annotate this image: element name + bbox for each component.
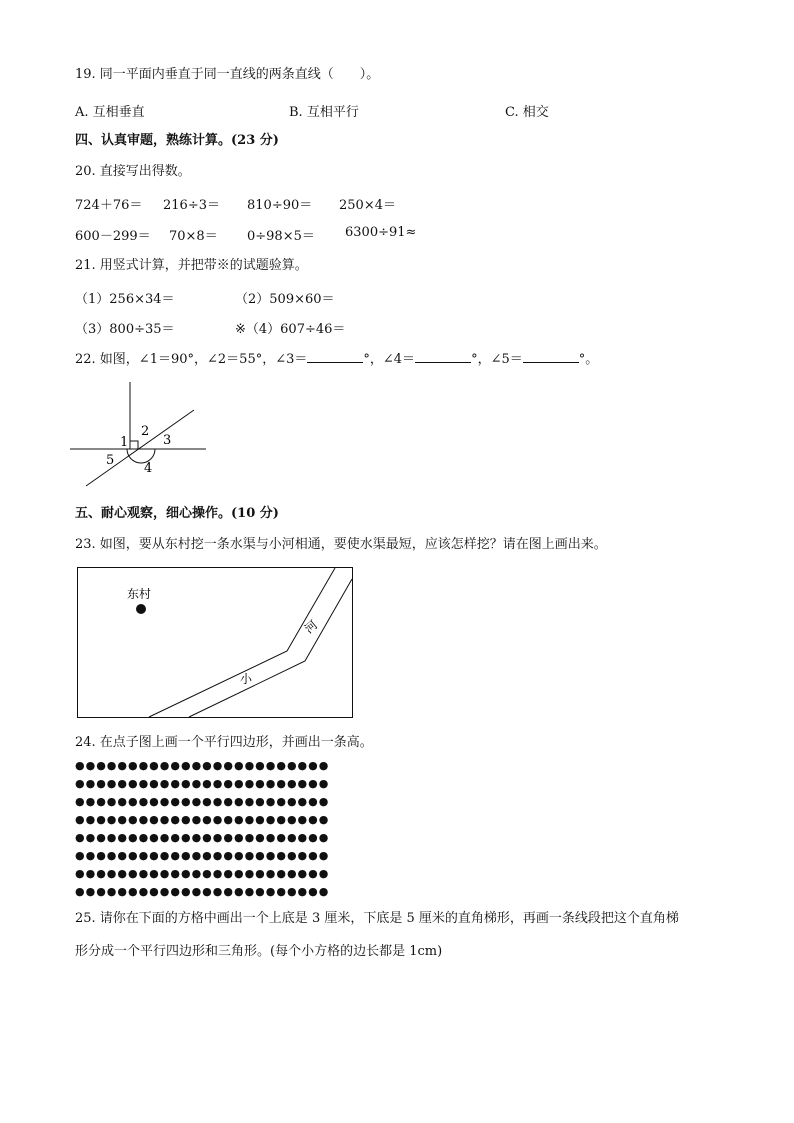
q20-stem: 20. 直接写出得数。: [75, 164, 191, 179]
q19-option-a: A. 互相垂直: [75, 105, 145, 120]
q21-item: ※（4）607÷46＝: [235, 322, 346, 337]
q22-text-2: °，∠4＝: [363, 352, 416, 367]
q25-line-2: 形分成一个平行四边形和三角形。(每个小方格的边长都是 1cm): [75, 944, 443, 959]
q20-item: 6300÷91≈: [345, 225, 417, 240]
q19-option-c: C. 相交: [505, 105, 549, 120]
q22-text-4: °。: [578, 352, 599, 367]
dot-row[interactable]: ●●●●●●●●●●●●●●●●●●●●●●●●: [75, 885, 330, 898]
angle-label-2: 2: [141, 424, 150, 439]
village-label: 东村: [127, 587, 152, 601]
angle-label-5: 5: [106, 453, 115, 468]
q19-option-b: B. 互相平行: [289, 105, 359, 120]
dot-row[interactable]: ●●●●●●●●●●●●●●●●●●●●●●●●: [75, 777, 330, 790]
q21-item: （1）256×34＝: [75, 292, 175, 307]
dot-row[interactable]: ●●●●●●●●●●●●●●●●●●●●●●●●: [75, 813, 330, 826]
river-bank-lower: [189, 579, 352, 717]
q22-text-3: °，∠5＝: [471, 352, 523, 367]
village-dot: [136, 604, 146, 614]
angle-label-4: 4: [144, 461, 153, 476]
dot-row[interactable]: ●●●●●●●●●●●●●●●●●●●●●●●●: [75, 849, 330, 862]
q23-stem: 23. 如图，要从东村挖一条水渠与小河相通，要使水渠最短，应该怎样挖？请在图上画出来。: [75, 537, 607, 552]
answer-blank-4[interactable]: [415, 350, 471, 363]
q20-item: 250×4＝: [339, 198, 396, 213]
dot-row[interactable]: ●●●●●●●●●●●●●●●●●●●●●●●●: [75, 795, 330, 808]
river-label-he: 河: [301, 617, 321, 637]
dot-row[interactable]: ●●●●●●●●●●●●●●●●●●●●●●●●: [75, 759, 330, 772]
q21-item: （2）509×60＝: [235, 292, 335, 307]
q20-item: 0÷98×5＝: [247, 229, 315, 244]
answer-blank-3[interactable]: [307, 350, 363, 363]
q20-item: 810÷90＝: [247, 198, 313, 213]
q25-line-1: 25. 请你在下面的方格中画出一个上底是 3 厘米，下底是 5 厘米的直角梯形，再画一条线段把这个直角梯: [75, 911, 679, 926]
section-5-title: 五、耐心观察，细心操作。(10 分): [75, 506, 279, 521]
village-river-figure[interactable]: [77, 567, 357, 719]
q21-item: （3）800÷35＝: [75, 322, 175, 337]
river-bank-upper: [149, 568, 335, 717]
q19-stem: 19. 同一平面内垂直于同一直线的两条直线（ ）。: [75, 67, 380, 82]
angle-figure: [70, 380, 210, 490]
dot-row[interactable]: ●●●●●●●●●●●●●●●●●●●●●●●●: [75, 831, 330, 844]
q20-item: 600－299＝: [75, 229, 151, 244]
angle-label-1: 1: [120, 435, 129, 450]
q24-stem: 24. 在点子图上画一个平行四边形，并画出一条高。: [75, 735, 373, 750]
q22-stem: [75, 350, 598, 368]
q22-text-1: 22. 如图，∠1＝90°，∠2＝55°，∠3＝: [75, 352, 308, 367]
right-angle-mark: [130, 441, 138, 449]
angle-label-3: 3: [163, 433, 172, 448]
q21-stem: 21. 用竖式计算，并把带※的试题验算。: [75, 258, 308, 273]
diagonal-line: [86, 410, 194, 486]
q20-item: 216÷3＝: [163, 198, 220, 213]
q20-item: 724＋76＝: [75, 198, 143, 213]
q20-item: 70×8＝: [169, 229, 218, 244]
section-4-title: 四、认真审题，熟练计算。(23 分): [75, 133, 279, 148]
answer-blank-5[interactable]: [523, 350, 579, 363]
dot-row[interactable]: ●●●●●●●●●●●●●●●●●●●●●●●●: [75, 867, 330, 880]
map-frame: [78, 568, 353, 718]
river-label-xiao: 小: [240, 672, 253, 686]
